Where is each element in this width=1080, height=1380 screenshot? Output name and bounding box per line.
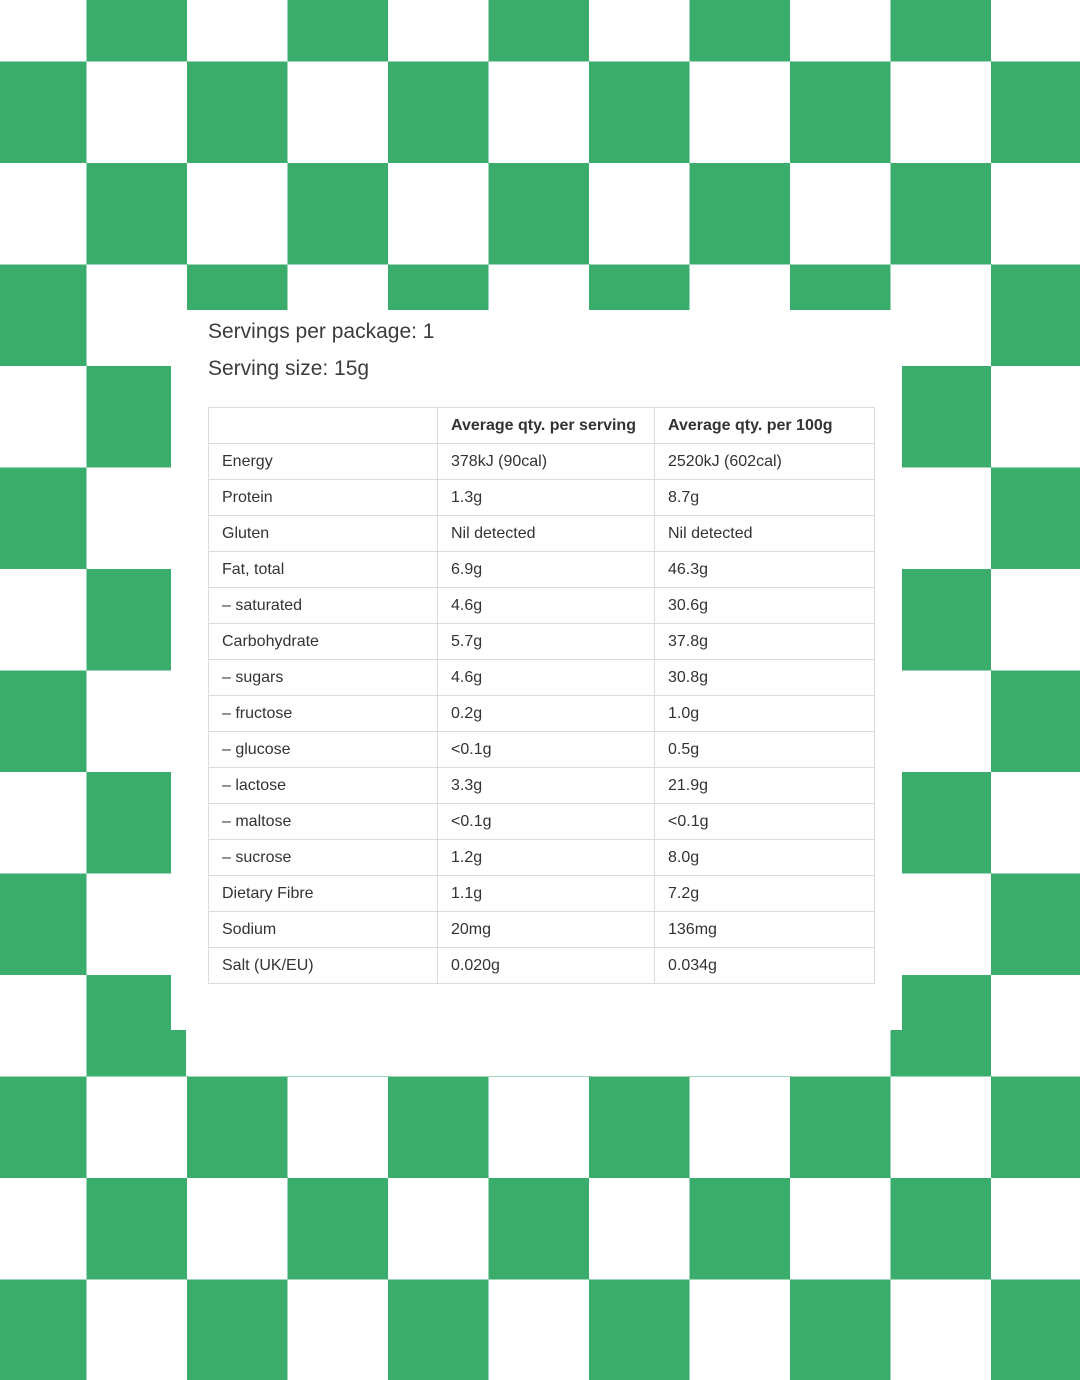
cell-nutrient: – sugars [209,660,438,696]
table-row [209,912,875,948]
cell-per-serving: 1.2g [438,840,655,876]
cell-per-serving: 0.2g [438,696,655,732]
cell-per-serving: 4.6g [438,660,655,696]
table-row [209,768,875,804]
cell-nutrient: Sodium [209,912,438,948]
cell-nutrient: Dietary Fibre [209,876,438,912]
cell-nutrient: – fructose [209,696,438,732]
cell-per-serving: 20mg [438,912,655,948]
cell-per-serving: 3.3g [438,768,655,804]
cell-per-100g: 2520kJ (602cal) [655,444,875,480]
table-row [209,696,875,732]
cell-per-100g: 8.7g [655,480,875,516]
cell-per-100g: 21.9g [655,768,875,804]
serving-size: Serving size: 15g [208,357,370,380]
table-row [209,840,875,876]
table-row [209,624,875,660]
cell-nutrient: Carbohydrate [209,624,438,660]
table-row [209,660,875,696]
table-row [209,444,875,480]
table-row [209,876,875,912]
cell-per-serving: 6.9g [438,552,655,588]
table-row [209,552,875,588]
cell-per-serving: <0.1g [438,804,655,840]
cell-per-100g: 0.034g [655,948,875,984]
header-cell-per-serving: Average qty. per serving [438,408,655,444]
table-row [209,804,875,840]
table-row [209,480,875,516]
cell-per-serving: 0.020g [438,948,655,984]
cell-nutrient: Salt (UK/EU) [209,948,438,984]
cell-per-100g: <0.1g [655,804,875,840]
cell-nutrient: – sucrose [209,840,438,876]
table-row [209,588,875,624]
cell-nutrient: Fat, total [209,552,438,588]
table-row [209,732,875,768]
header-cell-per-100g: Average qty. per 100g [655,408,875,444]
cell-per-100g: 37.8g [655,624,875,660]
cell-per-serving: Nil detected [438,516,655,552]
cell-nutrient: – saturated [209,588,438,624]
header-cell-nutrient [209,408,438,444]
cell-nutrient: – lactose [209,768,438,804]
servings-per-package: Servings per package: 1 [208,320,435,343]
cell-nutrient: Gluten [209,516,438,552]
cell-per-100g: 30.6g [655,588,875,624]
cell-per-100g: 1.0g [655,696,875,732]
cell-per-serving: 1.1g [438,876,655,912]
cell-nutrient: – glucose [209,732,438,768]
cell-per-100g: 0.5g [655,732,875,768]
cell-per-serving: 378kJ (90cal) [438,444,655,480]
cell-per-serving: <0.1g [438,732,655,768]
cell-per-serving: 4.6g [438,588,655,624]
cell-per-100g: 30.8g [655,660,875,696]
cell-per-100g: 136mg [655,912,875,948]
nutrition-table [208,407,875,984]
table-row [209,948,875,984]
cell-per-100g: 46.3g [655,552,875,588]
table-header-row [209,408,875,444]
cell-nutrient: – maltose [209,804,438,840]
cell-per-serving: 1.3g [438,480,655,516]
nutrition-panel-bottom [186,1028,887,1076]
nutrition-table-body [209,444,875,984]
cell-per-100g: 7.2g [655,876,875,912]
cell-per-100g: Nil detected [655,516,875,552]
table-row [209,516,875,552]
cell-nutrient: Protein [209,480,438,516]
cell-nutrient: Energy [209,444,438,480]
cell-per-serving: 5.7g [438,624,655,660]
cell-per-100g: 8.0g [655,840,875,876]
